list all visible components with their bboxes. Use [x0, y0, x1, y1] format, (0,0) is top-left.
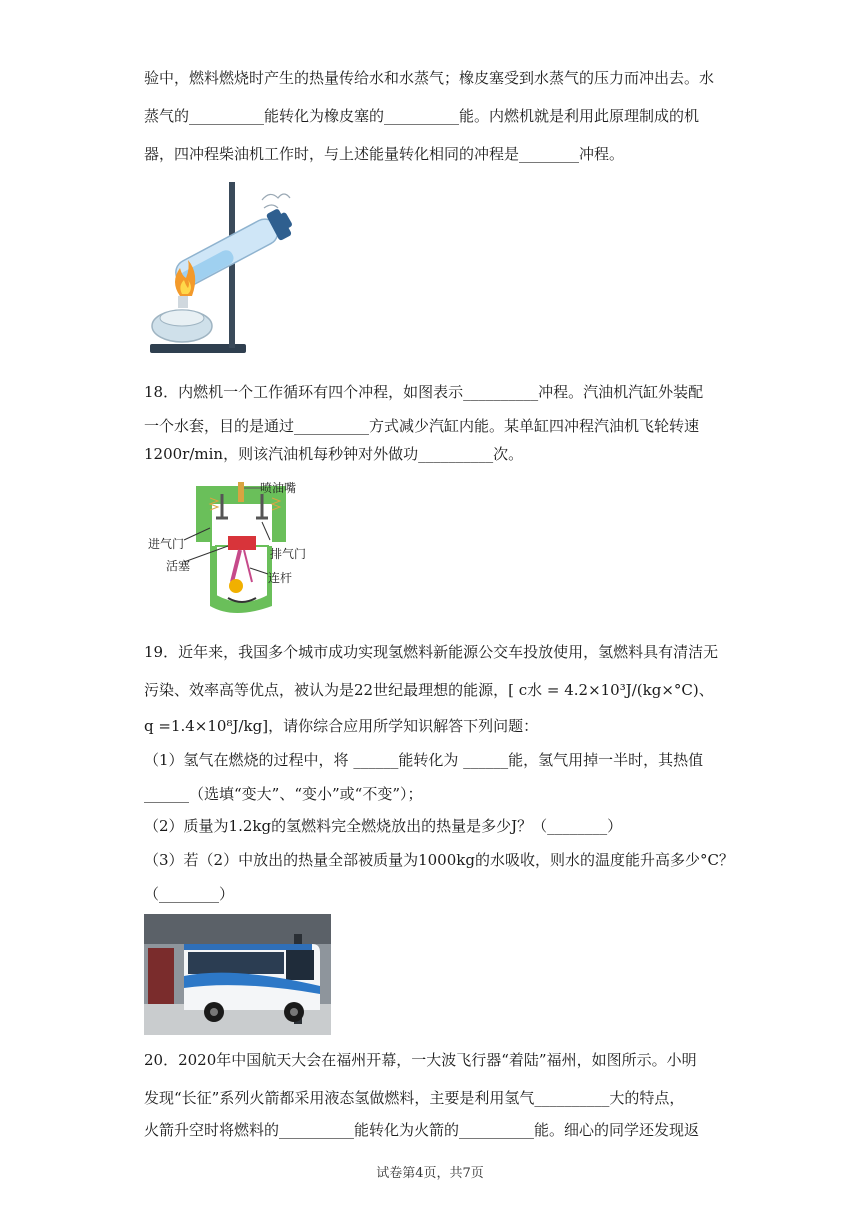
q19-part3-line-1: （3）若（2）中放出的热量全部被质量为1000kg的水吸收，则水的温度能升高多少°C？ [144, 851, 734, 869]
q17-line-3: 器，四冲程柴油机工作时，与上述能量转化相同的冲程是________冲程。 [144, 145, 625, 163]
label-intake-valve: 进气门 [148, 537, 185, 551]
q19-line-1: 19．近年来，我国多个城市成功实现氢燃料新能源公交车投放使用，氢燃料具有清洁无 [144, 643, 719, 661]
q19-part2: （2）质量为1.2kg的氢燃料完全燃烧放出的热量是多少J？（________） [144, 817, 623, 835]
q19-line-3: q =1.4×10⁸J/kg]，请你综合应用所学知识解答下列问题： [144, 717, 539, 735]
hydrogen-bus-photo [144, 914, 331, 1035]
q19-part1-line-1: （1）氢气在燃烧的过程中，将 ______能转化为 ______能，氢气用掉一半时，其热值 [144, 751, 704, 769]
label-piston: 活塞 [166, 559, 191, 573]
q18-line-1: 18．内燃机一个工作循环有四个冲程，如图表示__________冲程。汽油机汽缸外装配 [144, 383, 704, 401]
q20-line-2: 发现“长征”系列火箭都采用液态氢做燃料，主要是利用氢气__________大的特点， [144, 1089, 685, 1107]
label-exhaust-valve: 排气门 [270, 547, 307, 561]
page-footer: 试卷第4页，共7页 [376, 1166, 484, 1181]
q20-line-3: 火箭升空时将燃料的__________能转化为火箭的__________能。细心的同学还发现返 [144, 1121, 700, 1139]
label-connecting-rod: 连杆 [268, 571, 293, 585]
test-tube-lamp-figure [144, 178, 304, 358]
q19-line-2: 污染、效率高等优点，被认为是22世纪最理想的能源，[ c水 = 4.2×10³J/(kg×°C)、 [144, 681, 714, 699]
q17-line-2: 蒸气的__________能转化为橡皮塞的__________能。内燃机就是利用此原理制成的机 [144, 107, 700, 125]
q19-part3-line-2: （________） [144, 885, 235, 903]
q18-line-2: 一个水套，目的是通过__________方式减少汽缸内能。某单缸四冲程汽油机飞轮转速 [144, 417, 700, 435]
q20-line-1: 20．2020年中国航天大会在福州开幕，一大波飞行器“着陆”福州，如图所示。小明 [144, 1051, 697, 1069]
q19-part1-line-2: ______（选填“变大”、“变小”或“不变”）； [144, 785, 423, 803]
engine-cylinder-figure [144, 478, 314, 620]
q17-line-1: 验中，燃料燃烧时产生的热量传给水和水蒸气；橡皮塞受到水蒸气的压力而冲出去。水 [144, 69, 715, 87]
q18-line-3: 1200r/min，则该汽油机每秒钟对外做功__________次。 [144, 445, 524, 463]
label-nozzle: 喷油嘴 [260, 481, 297, 495]
